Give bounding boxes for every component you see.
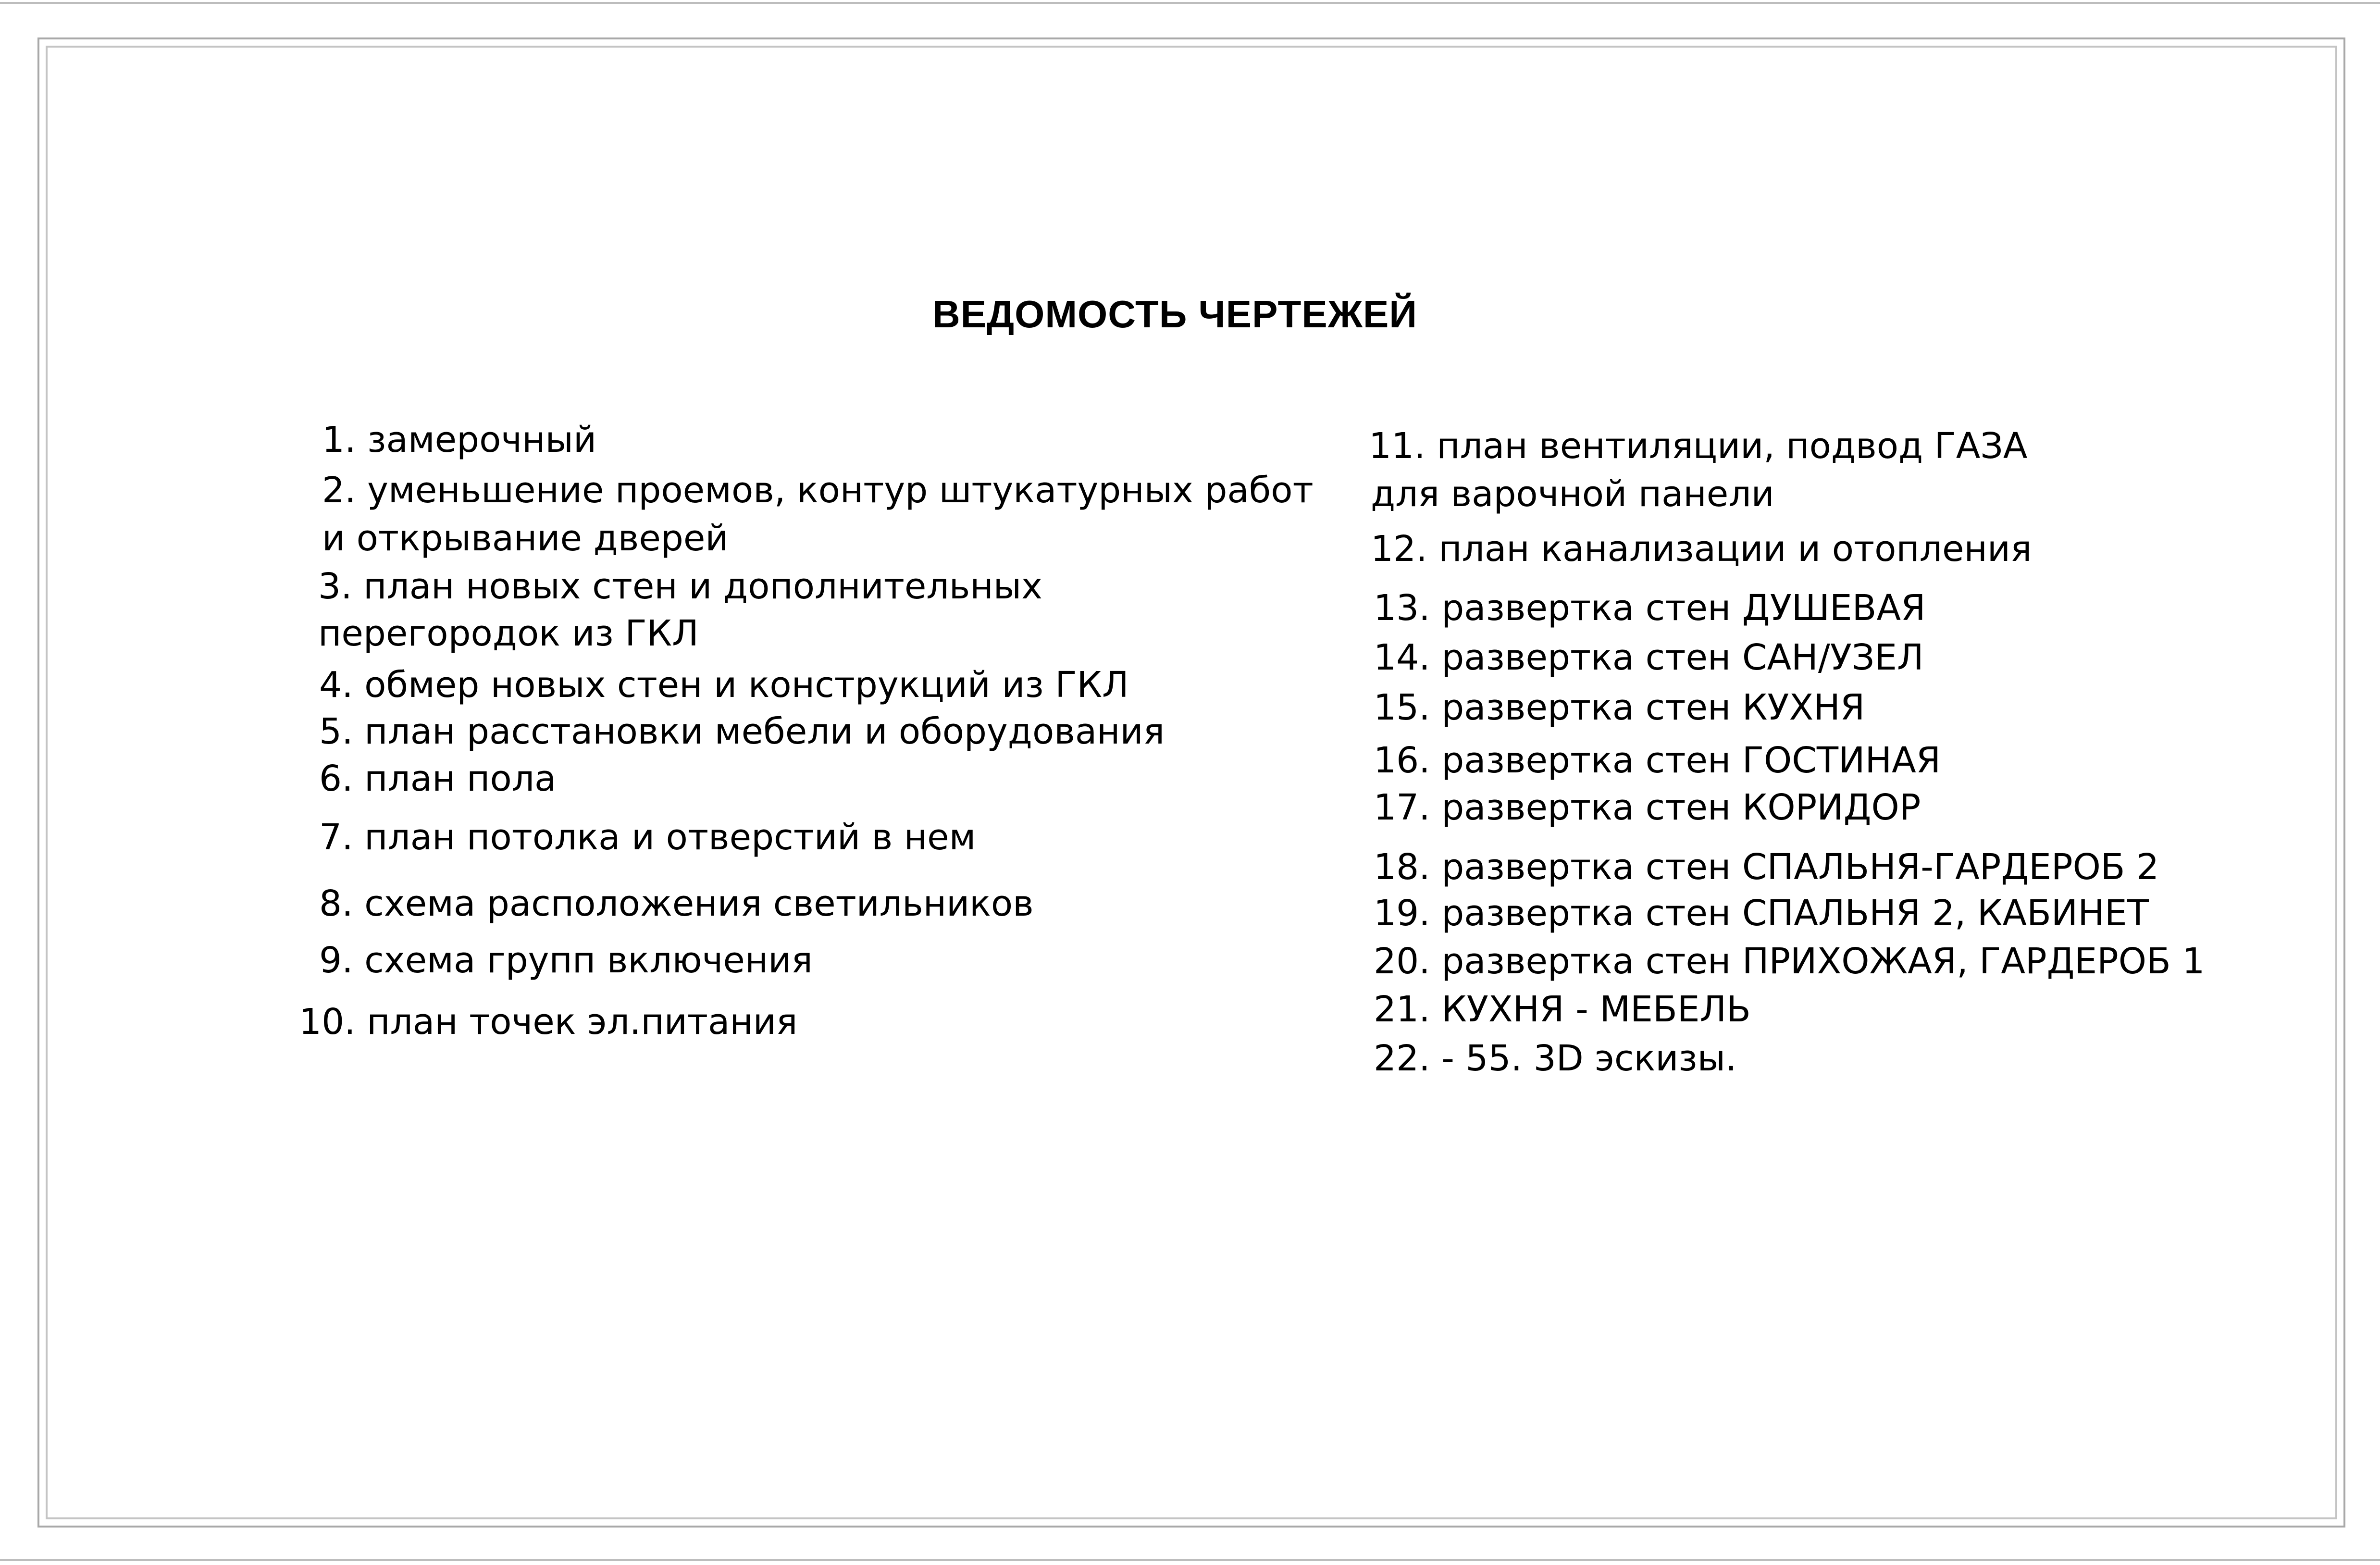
list-item-22: 22. - 55. 3D эскизы. (1374, 1038, 1737, 1079)
list-item-3: 3. план новых стен и дополнительных (318, 566, 1042, 607)
list-item-2: 2. уменьшение проемов, контур штукатурных работ (322, 470, 1314, 511)
list-item-18: 18. развертка стен СПАЛЬНЯ-ГАРДЕРОБ 2 (1374, 846, 2159, 888)
list-item-10: 10. план точек эл.питания (299, 1001, 798, 1043)
list-item-20: 20. развертка стен ПРИХОЖАЯ, ГАРДЕРОБ 1 (1374, 941, 2205, 982)
list-item-12: 12. план канализации и отопления (1371, 528, 2032, 570)
list-item-9: 9. схема групп включения (319, 940, 813, 981)
list-item-1: 1. замерочный (322, 419, 597, 460)
list-item-3-continued: перегородок из ГКЛ (318, 613, 699, 654)
list-item-5: 5. план расстановки мебели и оборудования (319, 711, 1165, 752)
list-item-7: 7. план потолка и отверстий в нем (319, 817, 976, 858)
list-item-11: 11. план вентиляции, подвод ГАЗА (1369, 425, 2028, 467)
list-item-2-continued: и открывание дверей (322, 518, 729, 559)
list-item-13: 13. развертка стен ДУШЕВАЯ (1374, 587, 1926, 629)
list-item-4: 4. обмер новых стен и конструкций из ГКЛ (319, 664, 1129, 706)
sheet-title: ВЕДОМОСТЬ ЧЕРТЕЖЕЙ (932, 293, 1417, 335)
list-item-14: 14. развертка стен САН/УЗЕЛ (1374, 637, 1924, 678)
list-item-16: 16. развертка стен ГОСТИНАЯ (1374, 740, 1941, 781)
list-item-17: 17. развертка стен КОРИДОР (1374, 787, 1921, 828)
list-item-15: 15. развертка стен КУХНЯ (1374, 687, 1865, 728)
list-item-6: 6. план пола (319, 758, 557, 799)
list-item-8: 8. схема расположения светильников (319, 883, 1034, 924)
list-item-19: 19. развертка стен СПАЛЬНЯ 2, КАБИНЕТ (1374, 893, 2149, 934)
list-item-11-continued: для варочной панели (1371, 473, 1774, 515)
list-item-21: 21. КУХНЯ - МЕБЕЛЬ (1374, 989, 1751, 1030)
